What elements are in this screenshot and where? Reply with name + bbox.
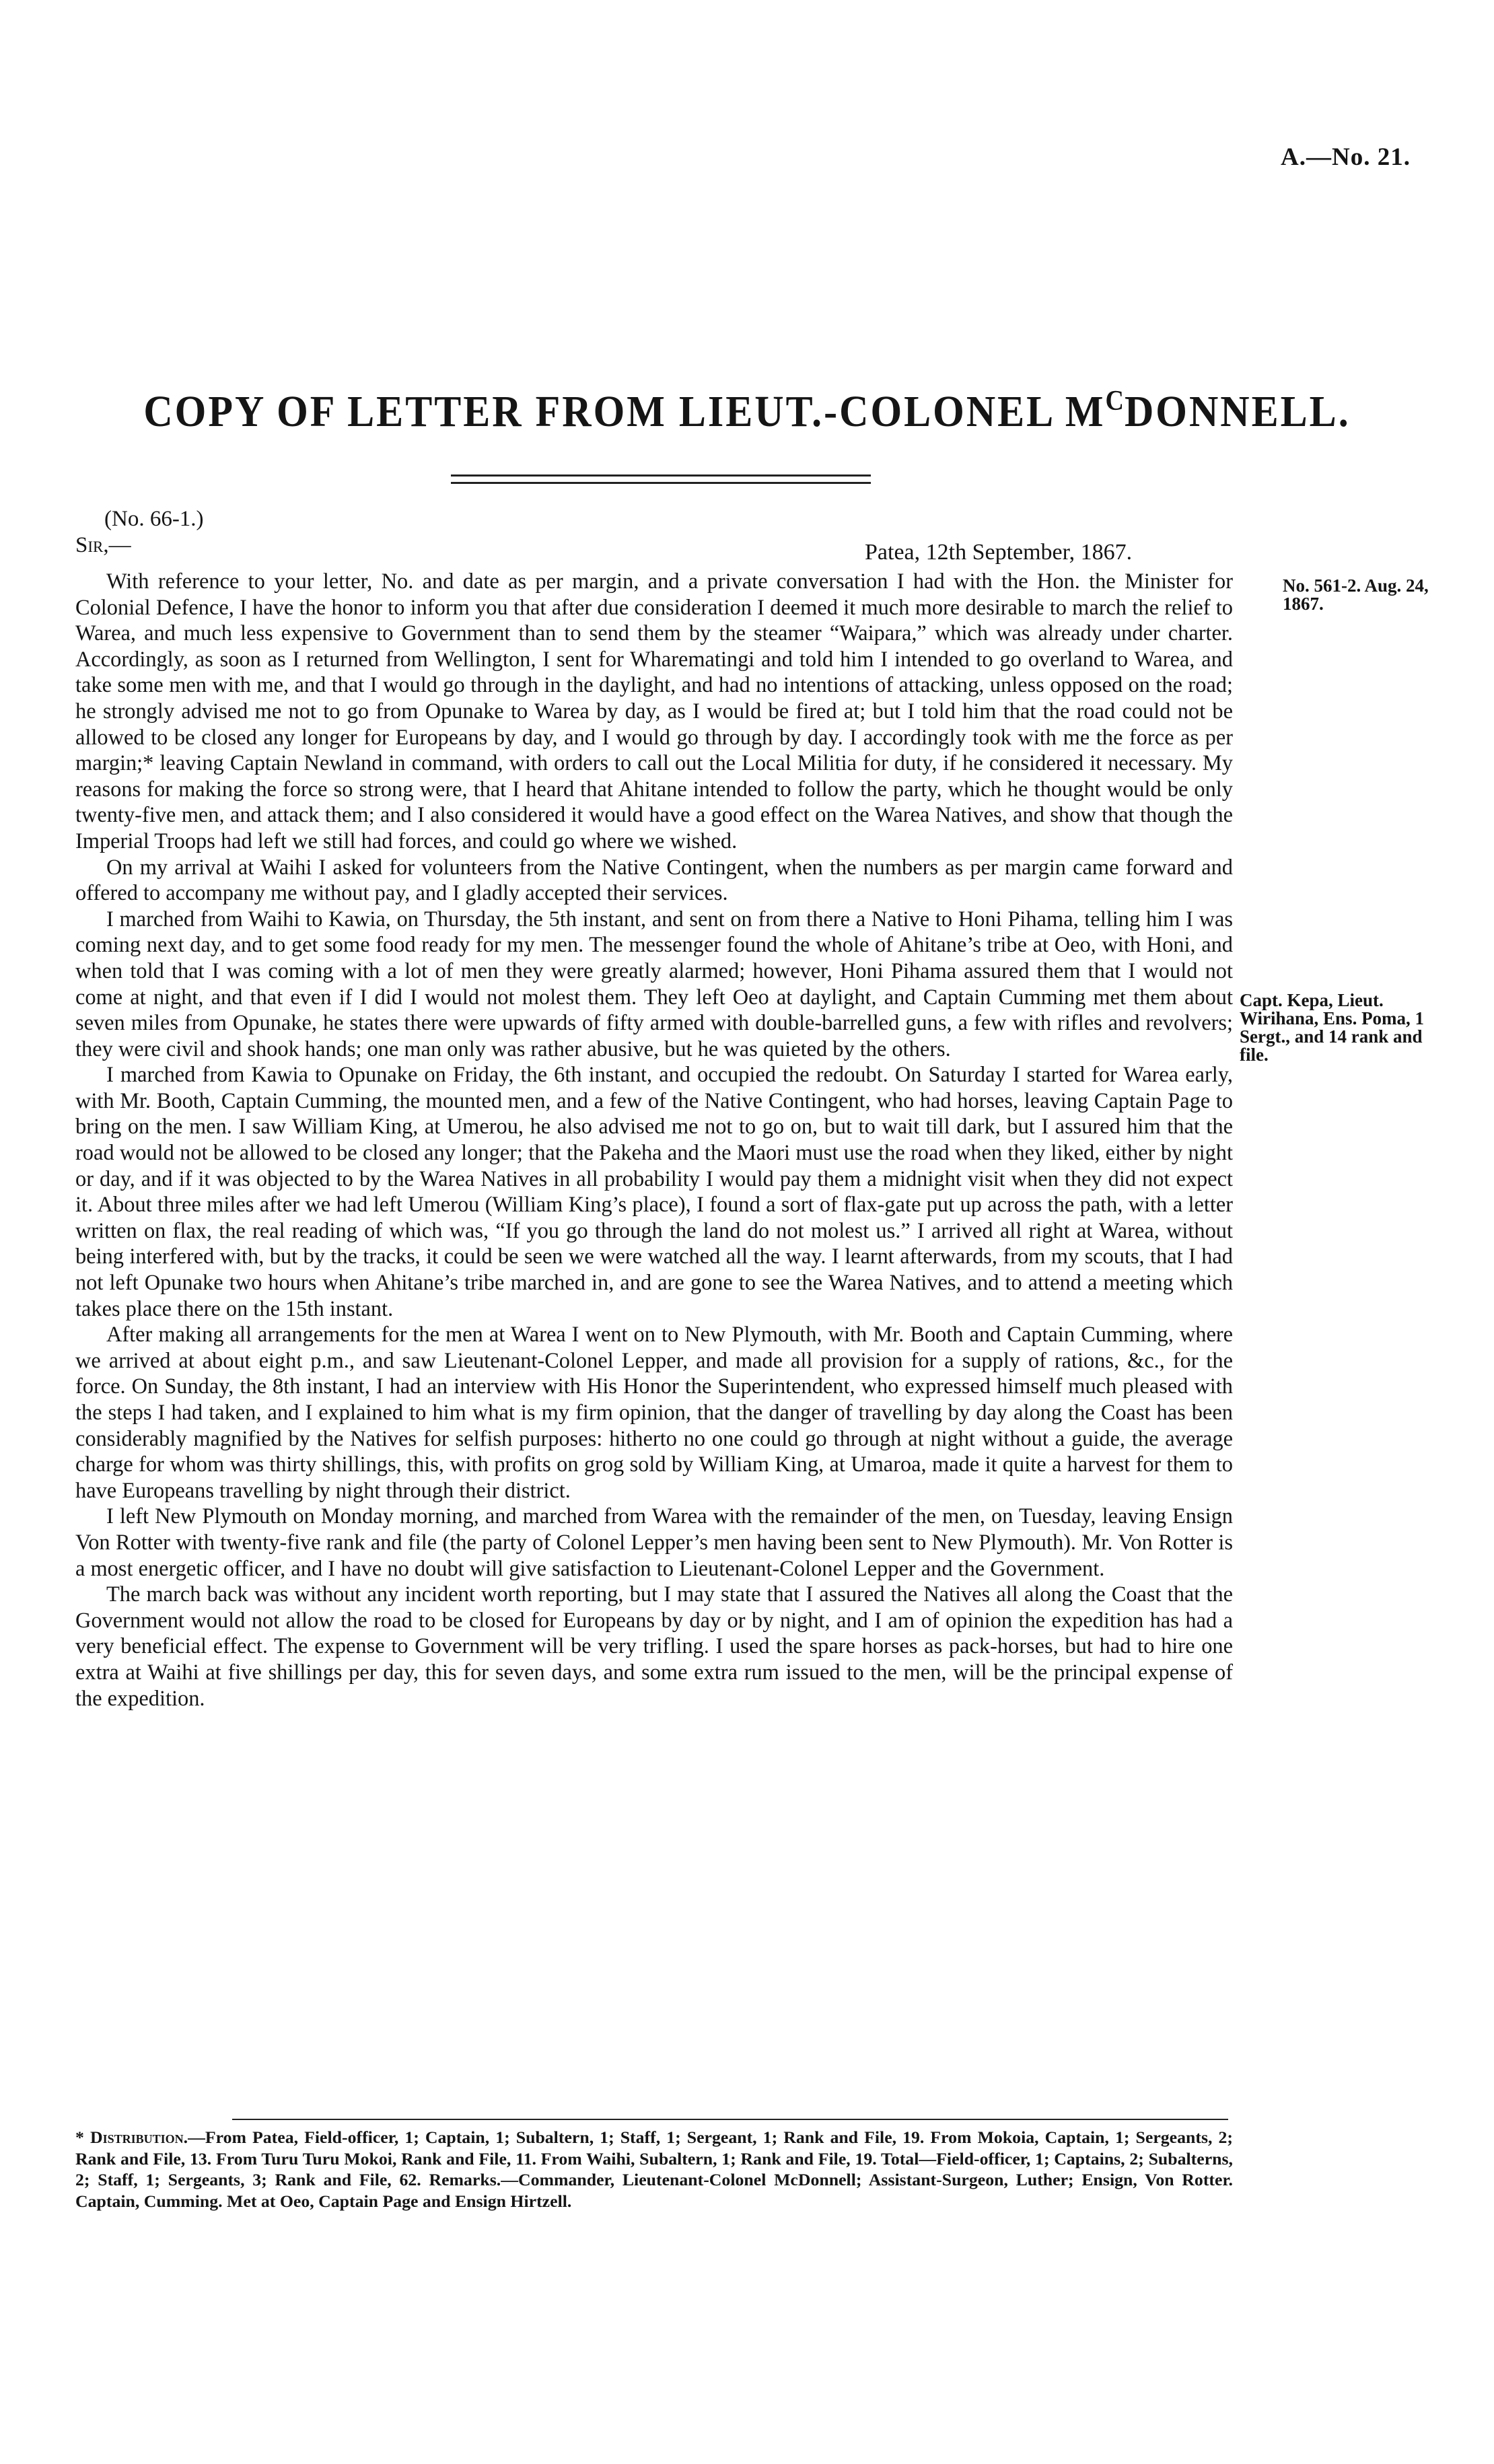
document-title	[0, 384, 1494, 437]
page-reference: A.—No. 21.	[1281, 143, 1411, 171]
margin-note-volunteers: Capt. Kepa, Lieut. Wirihana, Ens. Poma, 1 Sergt., and 14 rank and file.	[1240, 990, 1425, 1065]
paragraph: I marched from Kawia to Opunake on Friday, the 6th instant, and occupied the redoubt. On Saturday I started for Warea early, with Mr. Booth, Captain Cumming, the mounted men, and a few of the Native Contingent, who had horses, leaving Captain Page to bring on the men. I saw William King, at Umerou, he also advised me not to go on, but to wait till dark, but I assured him that the road would not be allowed to be closed any longer; that the Pakeha and the Maori must use the road when they liked, either by night or day, and if it was objected to by the Warea Natives in all probability I would pay them a midnight visit when they did not expect it. About three miles after we had left Umerou (William King’s place), I found a sort of flax-gate put up across the path, with a letter written on flax, the real reading of which was, “If you go through the land do not molest us.” I arrived all right at Warea, without being interfered with, but by the tracks, it could be seen we were watched all the way. I learnt afterwards, from my scouts, that I had not left Opunake two hours when Ahitane’s tribe marched in, and are gone to see the Warea Natives, and to attend a meeting which takes place there on the 15th instant.	[75, 1063, 1233, 1321]
place-date: Patea, 12th September, 1867.	[865, 540, 1133, 565]
paragraph: The march back was without any incident worth reporting, but I may state that I assured the Natives all along the Coast that the Government would not allow the road to be closed for Europeans by day or by night, and I am of opinion the expedition has had a very beneficial effect. The expense to Government will be very trifling. I used the spare horses as pack-horses, but had to hire one extra at Waihi at five shillings per day, this for seven days, and some extra rum issued to the men, will be the principal expense of the expedition.	[75, 1582, 1233, 1711]
paragraph: With reference to your letter, No. and date as per margin, and a private conversation I had with the Hon. the Minister for Colonial Defence, I have the honor to inform you that after due consideration I deemed it much more desirable to march the relief to Warea, and much less expensive to Government than to send them by the steamer “Waipara,” which was already under charter. Accordingly, as soon as I returned from Wellington, I sent for Wharematingi and told him I intended to go overland to Warea, and take some men with me, and that I would go through in the daylight, and had no intentions of attacking, unless opposed on the road; he strongly advised me not to go from Opunake to Warea by day, as I would be fired at; but I told him that the road could not be allowed to be closed any longer for Europeans by day, and I would go through by day. I accordingly took with me the force as per margin;* leaving Captain Newland in command, with orders to call out the Local Militia for duty, if he considered it necessary. My reasons for making the force so strong were, that I heard that Ahitane intended to follow the party, which he thought would be only twenty-five men, and attack them; and I also considered it would have a good effect on the Warea Natives, and show that though the Imperial Troops had left we still had forces, and could go where we wished.	[75, 569, 1233, 853]
title-rule-lower	[451, 482, 871, 484]
paragraph: On my arrival at Waihi I asked for volunteers from the Native Contingent, when the numbers as per margin came forward and offered to accompany me without pay, and I gladly accepted their services.	[75, 855, 1233, 906]
letter-number: (No. 66-1.)	[104, 507, 204, 531]
margin-note-reference: No. 561-2. Aug. 24, 1867.	[1283, 575, 1429, 614]
paragraph: I left New Plymouth on Monday morning, and marched from Warea with the remainder of the men, on Tuesday, leaving Ensign Von Rotter with twenty-five rank and file (the party of Colonel Lepper’s men having been sent to New Plymouth). Mr. Von Rotter is a most energetic officer, and I have no doubt will give satisfaction to Lieutenant-Colonel Lepper and the Government.	[75, 1504, 1233, 1581]
footnote-lead: * Distribution.	[75, 2127, 188, 2147]
paragraph: After making all arrangements for the men at Warea I went on to New Plymouth, with Mr. Booth and Captain Cumming, where we arrived at about eight p.m., and saw Lieutenant-Colonel Lepper, and made all provision for a supply of rations, &c., for the force. On Sunday, the 8th instant, I had an interview with His Honor the Superintendent, who expressed himself much pleased with the steps I had taken, and I explained to him what is my firm opinion, that the danger of travelling by day along the Coast has been considerably magnified by the Natives for selfish purposes: hitherto no one could go through at night without a guide, the average charge for whom was thirty shillings, this, with profits on grog sold by William King, at Umaroa, made it quite a harvest for them to have Europeans travelling by night through their district.	[75, 1323, 1233, 1503]
paragraph: I marched from Waihi to Kawia, on Thursday, the 5th instant, and sent on from there a Native to Honi Pihama, telling him I was coming next day, and to get some food ready for my men. The messenger found the whole of Ahitane’s tribe at Oeo, with Honi, and when told that I was coming with a lot of men they were greatly alarmed; however, Honi Pihama assured them that I would not come at night, and that even if I did I would not molest them. They left Oeo at daylight, and Captain Cumming met them about seven miles from Opunake, he states there were upwards of fifty armed with double-barrelled guns, a few with rifles and revolvers; they were civil and shook hands; one man only was rather abusive, but he was quieted by the others.	[75, 907, 1233, 1061]
footnote	[75, 2127, 1233, 2212]
salutation: Sir,—	[75, 533, 131, 557]
title-superscript: C	[1105, 385, 1125, 417]
footnote-text: —From Patea, Field-officer, 1; Captain, 1; Subaltern, 1; Staff, 1; Sergeant, 1; Rank and File, 19. From Mokoia, Captain, 1; Sergeants, 2; Rank and File, 13. From Turu Turu Mokoi, Rank and File, 11. From Waihi, Subaltern, 1; Rank and File, 19. Total—Field-officer, 1; Captains, 2; Subalterns, 2; Staff, 1; Sergeants, 3; Rank and File, 62. Remarks.—Commander, Lieutenant-Colonel McDonnell; Assistant-Surgeon, Luther; Ensign, Von Rotter. Captain, Cumming. Met at Oeo, Captain Page and Ensign Hirtzell.	[75, 2127, 1233, 2211]
title-rule-upper	[451, 474, 871, 477]
title-suffix: DONNELL.	[1124, 386, 1351, 436]
footnote-rule	[232, 2119, 1228, 2120]
title-prefix: COPY OF LETTER FROM LIEUT.-COLONEL M	[143, 386, 1106, 436]
letter-body	[75, 569, 1233, 1712]
